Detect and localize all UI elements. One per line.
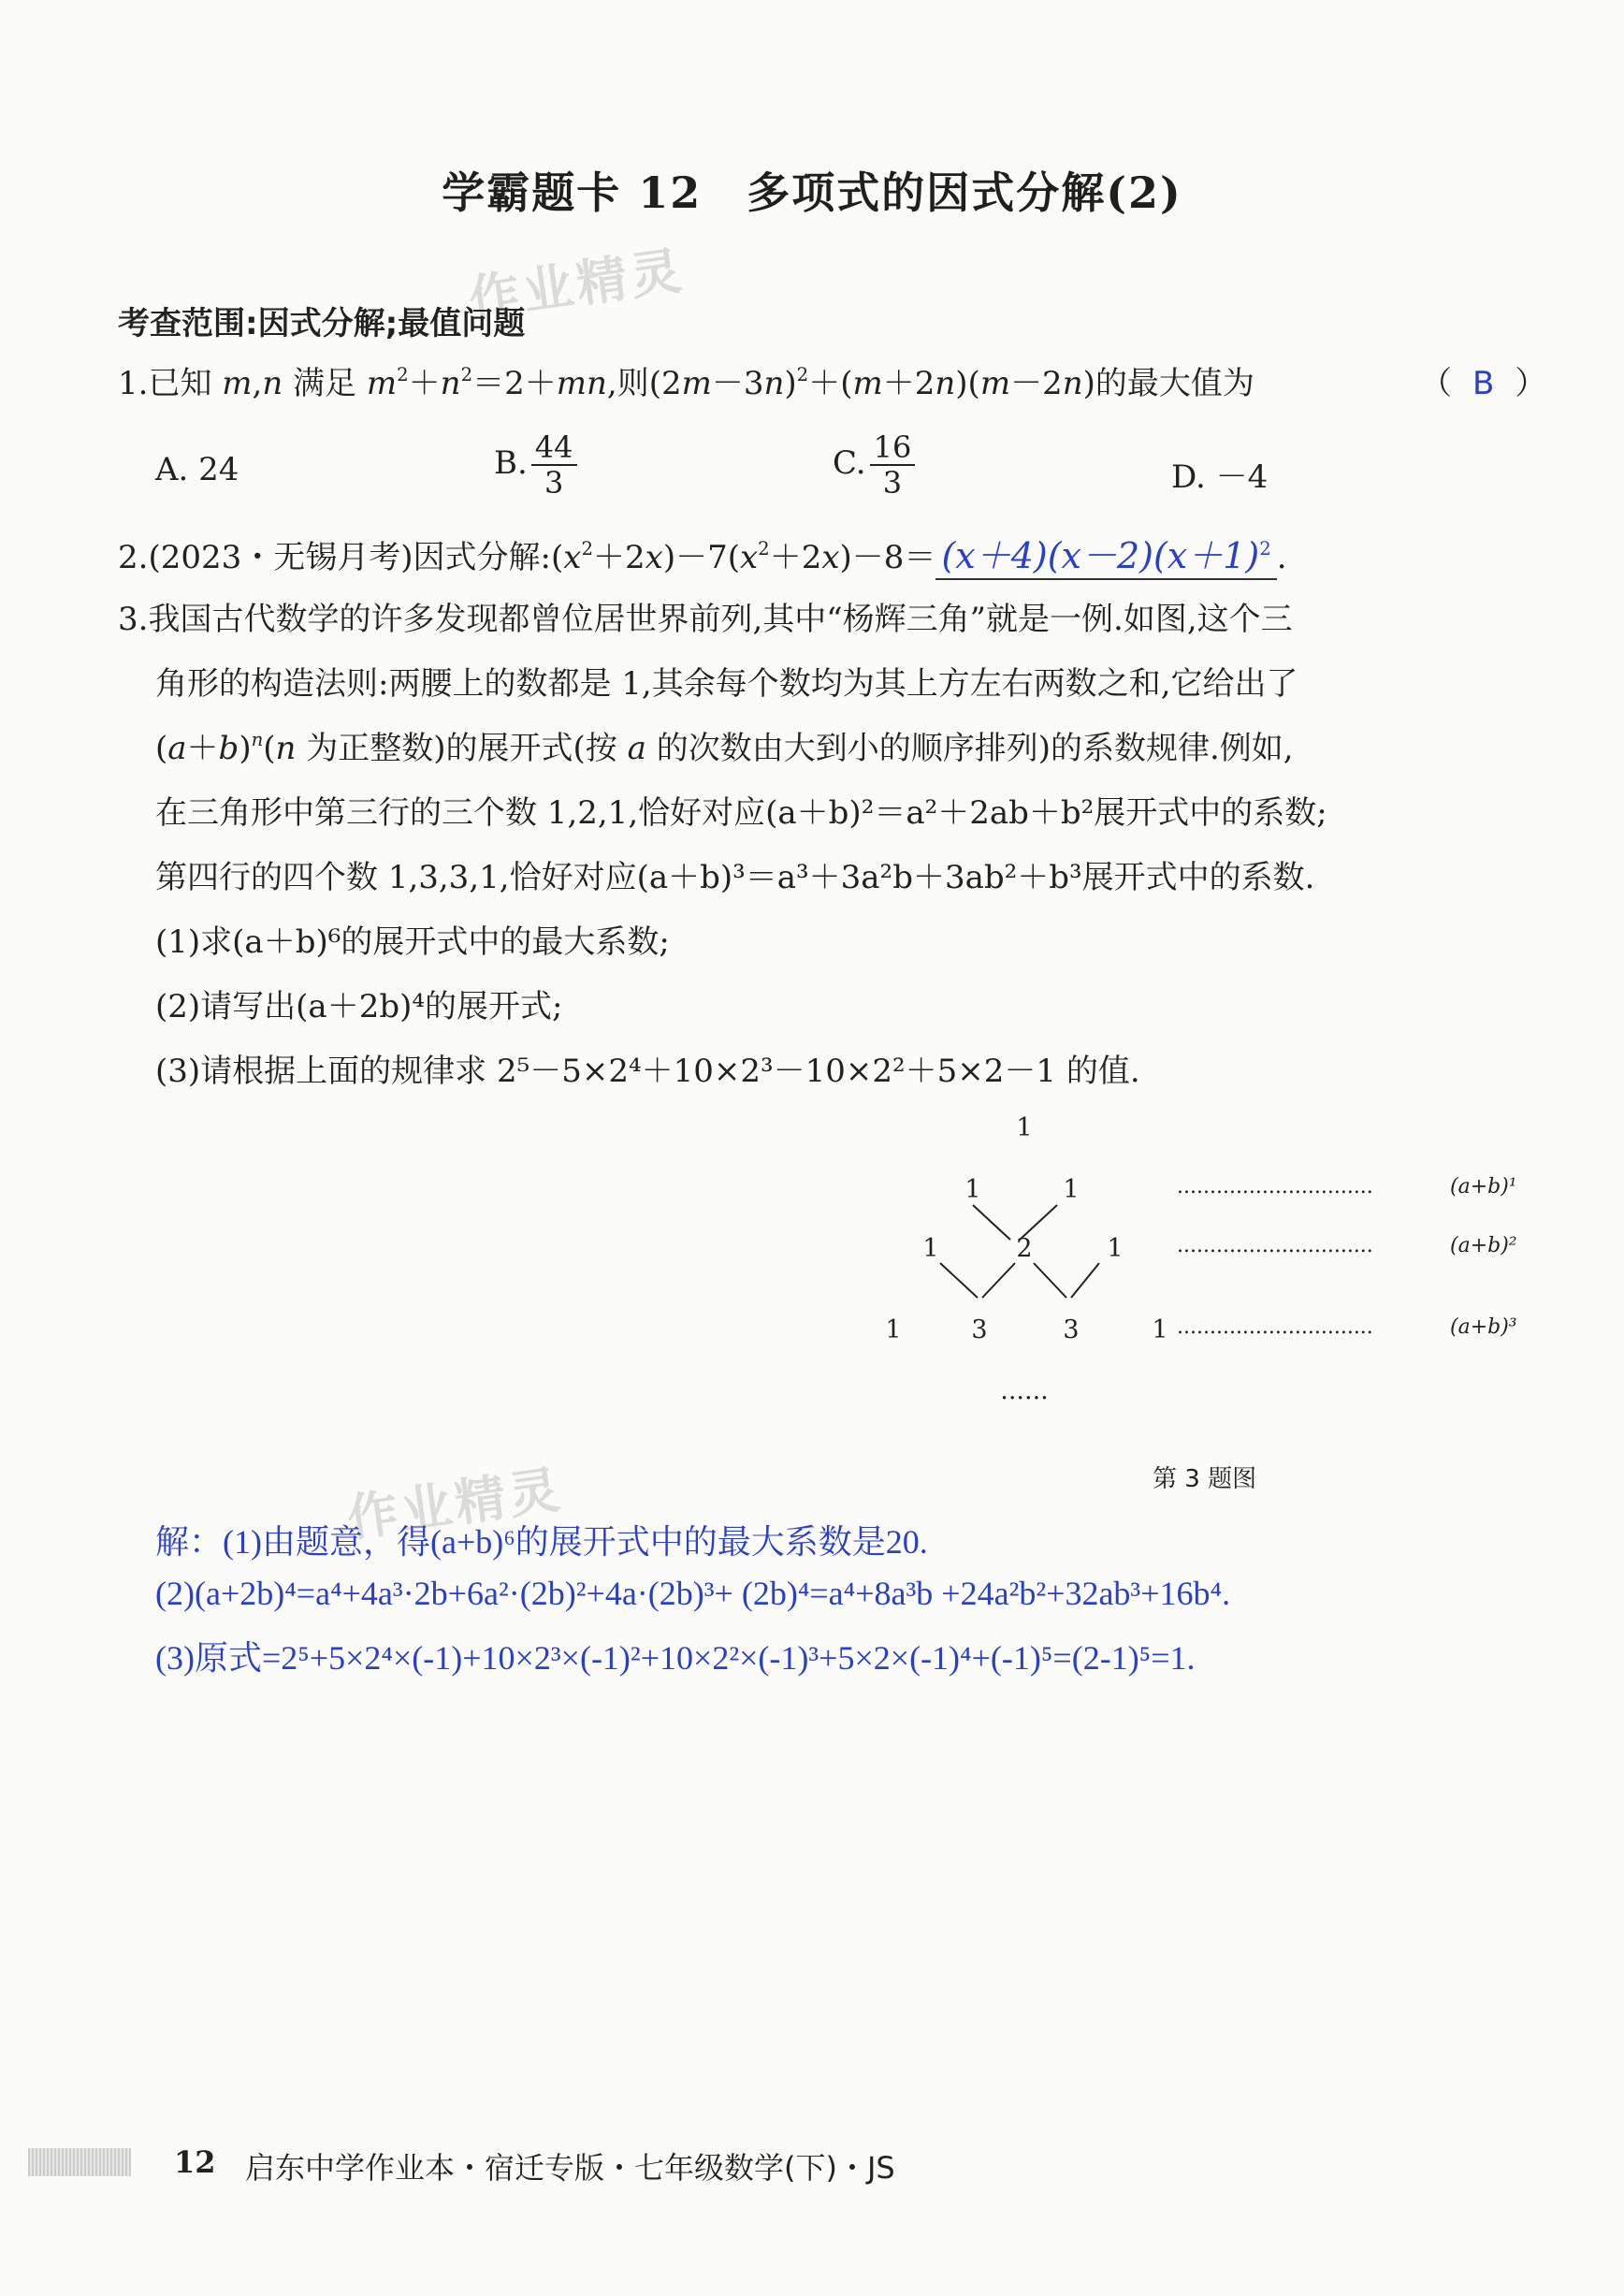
page-title: 学霸题卡 12 多项式的因式分解(2) — [442, 167, 1182, 218]
solution-line-1: 解：(1)由题意，得(a+b)⁶的展开式中的最大系数是20. — [155, 1523, 928, 1561]
solution-line-2: (2)(a+2b)⁴=a⁴+4a³·2b+6a²·(2b)²+4a·(2b)³+ (2b)⁴=a⁴+8a³b +24a²b²+32ab³+16b⁴. — [155, 1575, 1231, 1612]
question-1-answer-bracket: （ B ） — [1420, 365, 1547, 402]
question-3-line-3: $(a+b)^n(n$ 为正整数)的展开式(按 a 的次数由大到小的顺序排列)的系数规律.例如, — [155, 729, 1294, 767]
triangle-connector — [1034, 1263, 1066, 1298]
triangle-connector — [1071, 1263, 1099, 1298]
triangle-number: 1 — [964, 1175, 981, 1204]
triangle-number: 1 — [1107, 1234, 1124, 1263]
exam-scope: 考查范围:因式分解;最值问题 — [118, 305, 526, 342]
yang-hui-triangle-figure — [842, 1104, 1534, 1478]
question-2: 2.(2023・无锡月考)因式分解$:(x^2+2x)-7(x^2+2x)-8= (x+4)(x-2)(x+1)^2$ . — [118, 535, 1287, 580]
leader-dots: .............................. — [1177, 1315, 1373, 1339]
triangle-number: 3 — [971, 1315, 988, 1344]
watermark-mid: 作业精灵 — [343, 1460, 567, 1548]
footer-stripe — [28, 2148, 131, 2176]
watermark-top: 作业精灵 — [465, 240, 689, 329]
row-label: (a+b)³ — [1450, 1315, 1517, 1339]
triangle-number: 3 — [1063, 1315, 1080, 1344]
triangle-number: 1 — [885, 1315, 902, 1344]
question-3-line-1: 3.我国古代数学的许多发现都曾位居世界前列,其中“杨辉三角”就是一例.如图,这个三 — [118, 601, 1293, 638]
triangle-number: 1 — [922, 1234, 939, 1263]
page-number: 12 — [174, 2144, 216, 2180]
triangle-connector — [973, 1205, 1010, 1240]
triangle-number: 1 — [1016, 1113, 1033, 1142]
figure-caption: 第 3 题图 — [1153, 1465, 1257, 1493]
triangle-number: 1 — [1152, 1315, 1168, 1344]
solution-line-3: (3)原式=2⁵+5×2⁴×(-1)+10×2³×(-1)²+10×2²×(-1)³+5×2×(-1)⁴+(-1)⁵=(2-1)⁵=1. — [155, 1639, 1196, 1677]
triangle-number: 1 — [1063, 1175, 1080, 1204]
triangle-number: 2 — [1016, 1234, 1033, 1263]
question-2-answer: (x＋4)(x－2)(x＋1) — [941, 535, 1260, 576]
question-3-line-4: 在三角形中第三行的三个数 1,2,1,恰好对应(a＋b)²＝a²＋2ab＋b²展开式中的系数; — [155, 794, 1327, 832]
question-3-sub-1: (1)求(a＋b)⁶的展开式中的最大系数; — [155, 923, 670, 961]
row-label: (a+b)² — [1450, 1234, 1517, 1257]
question-3-line-2: 角形的构造法则:两腰上的数都是 1,其余每个数均为其上方左右两数之和,它给出了 — [155, 665, 1298, 703]
row-label: (a+b)¹ — [1450, 1175, 1517, 1199]
leader-dots: .............................. — [1177, 1234, 1373, 1257]
question-3-sub-2: (2)请写出(a＋2b)⁴的展开式; — [155, 988, 563, 1025]
question-3-sub-3: (3)请根据上面的规律求 2⁵－5×2⁴＋10×2³－10×2²＋5×2－1 的值. — [155, 1053, 1140, 1090]
leader-dots: .............................. — [1177, 1175, 1373, 1199]
option-a: A. 24 — [155, 451, 239, 488]
triangle-connector — [982, 1263, 1015, 1298]
question-3-line-5: 第四行的四个数 1,3,3,1,恰好对应(a＋b)³＝a³＋3a²b＋3ab²＋b³展开式中的系数. — [155, 859, 1315, 896]
triangle-ellipsis: ...... — [1000, 1376, 1049, 1405]
option-b: B. $\frac{44}{3}$ — [494, 430, 577, 500]
option-d: D. －4 — [1171, 458, 1269, 496]
triangle-connector — [940, 1263, 978, 1298]
footer-text: 启东中学作业本・宿迁专版・七年级数学(下)・JS — [245, 2150, 895, 2186]
question-1: 1.已知 m,n 满足 $m^2+n^2=2+mn$,则$(2m-3n)^2+(m+2n)(m-2n)$的最大值为 — [118, 364, 1254, 402]
question-1-answer: B — [1472, 365, 1495, 402]
question-2-answer-blank: $(x+4)(x-2)(x+1)^2$ — [935, 535, 1276, 580]
option-c: C. $\frac{16}{3}$ — [833, 430, 915, 500]
